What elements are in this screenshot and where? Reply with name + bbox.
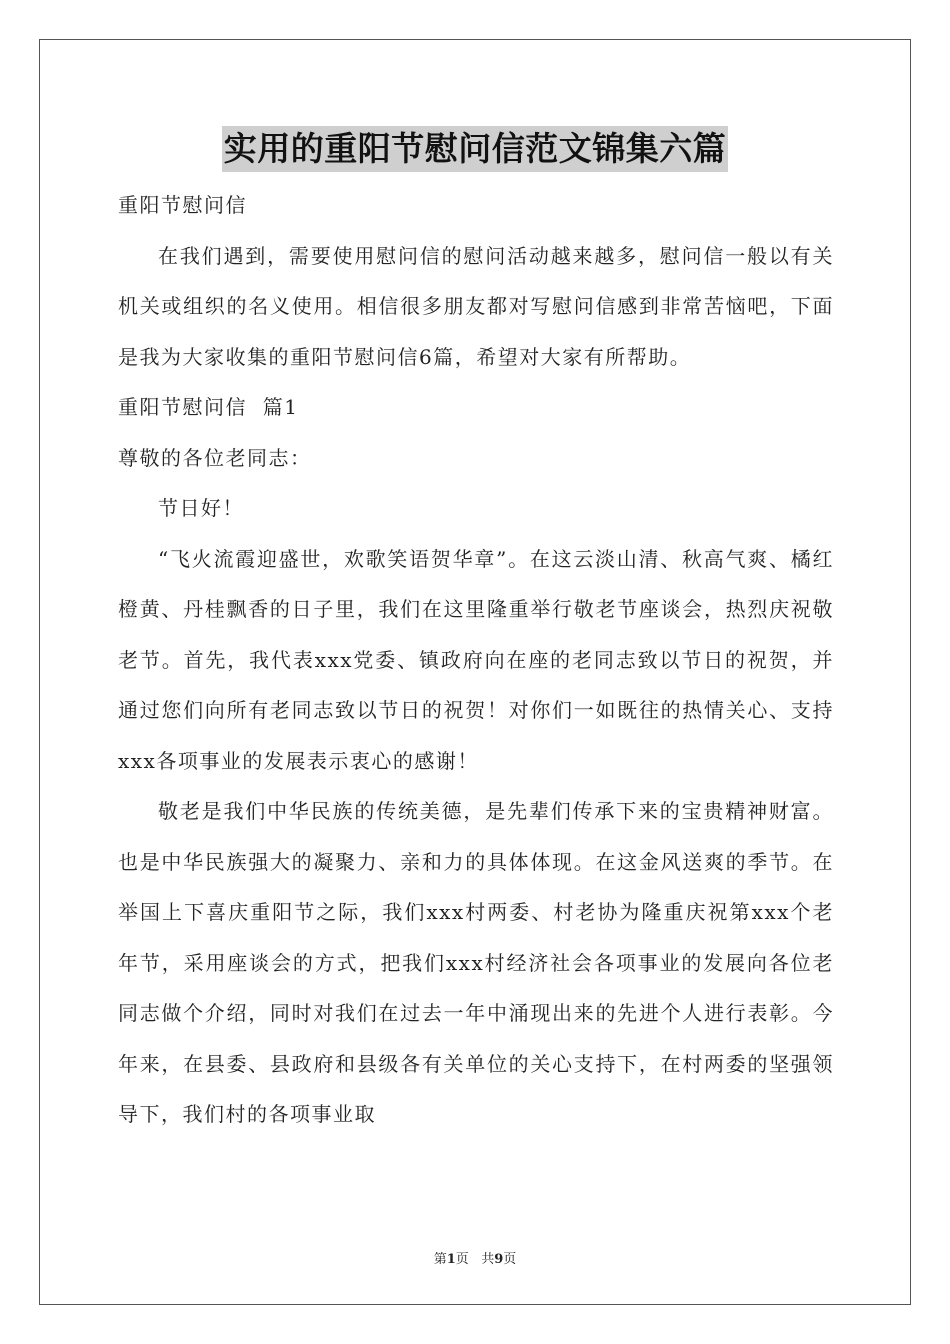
title-container [0,126,950,172]
footer-current-page: 1 [446,1252,456,1267]
paragraph: 重阳节慰问信 [118,193,247,217]
paragraph: 在我们遇到，需要使用慰问信的慰问活动越来越多，慰问信一般以有关机关或组织的名义使用。相信很多朋友都对写慰问信感到非常苦恼吧，下面是我为大家收集的重阳节慰问信6篇，希望对大家有所帮助。 [118,243,834,369]
page-footer [0,1248,950,1267]
footer-page-word: 页 [455,1252,469,1267]
paragraph: 敬老是我们中华民族的传统美德，是先辈们传承下来的宝贵精神财富。也是中华民族强大的凝聚力、亲和力的具体体现。在这金风送爽的季节。在举国上下喜庆重阳节之际，我们xxx村两委、村老协为隆重庆祝第xxx个老年节，采用座谈会的方式，把我们xxx村经济社会各项事业的发展向各位老同志做个介绍，同时对我们在过去一年中涌现出来的先进个人进行表彰。今年来，在县委、县政府和县级各有关单位的关心支持下，在村两委的坚强领导下，我们村的各项事业取 [118,799,834,1126]
footer-total-pages: 9 [494,1252,504,1267]
document-title: 实用的重阳节慰问信范文锦集六篇 [222,126,729,172]
footer-total-prefix: 共 [481,1252,495,1267]
paragraph: 重阳节慰问信 篇1 [118,395,299,419]
document-body [118,180,834,1140]
paragraph: 尊敬的各位老同志： [118,445,312,470]
paragraph: “飞火流霞迎盛世，欢歌笑语贺华章”。在这云淡山清、秋高气爽、橘红橙黄、丹桂飘香的日子里，我们在这里隆重举行敬老节座谈会，热烈庆祝敬老节。首先，我代表xxx党委、镇政府向在座的老同志致以节日的祝贺，并通过您们向所有老同志致以节日的祝贺！对你们一如既往的热情关心、支持xxx各项事业的发展表示衷心的感谢！ [118,546,834,773]
footer-total-suffix: 页 [503,1252,517,1267]
paragraph: 节日好！ [158,496,244,520]
footer-prefix: 第 [433,1252,447,1267]
